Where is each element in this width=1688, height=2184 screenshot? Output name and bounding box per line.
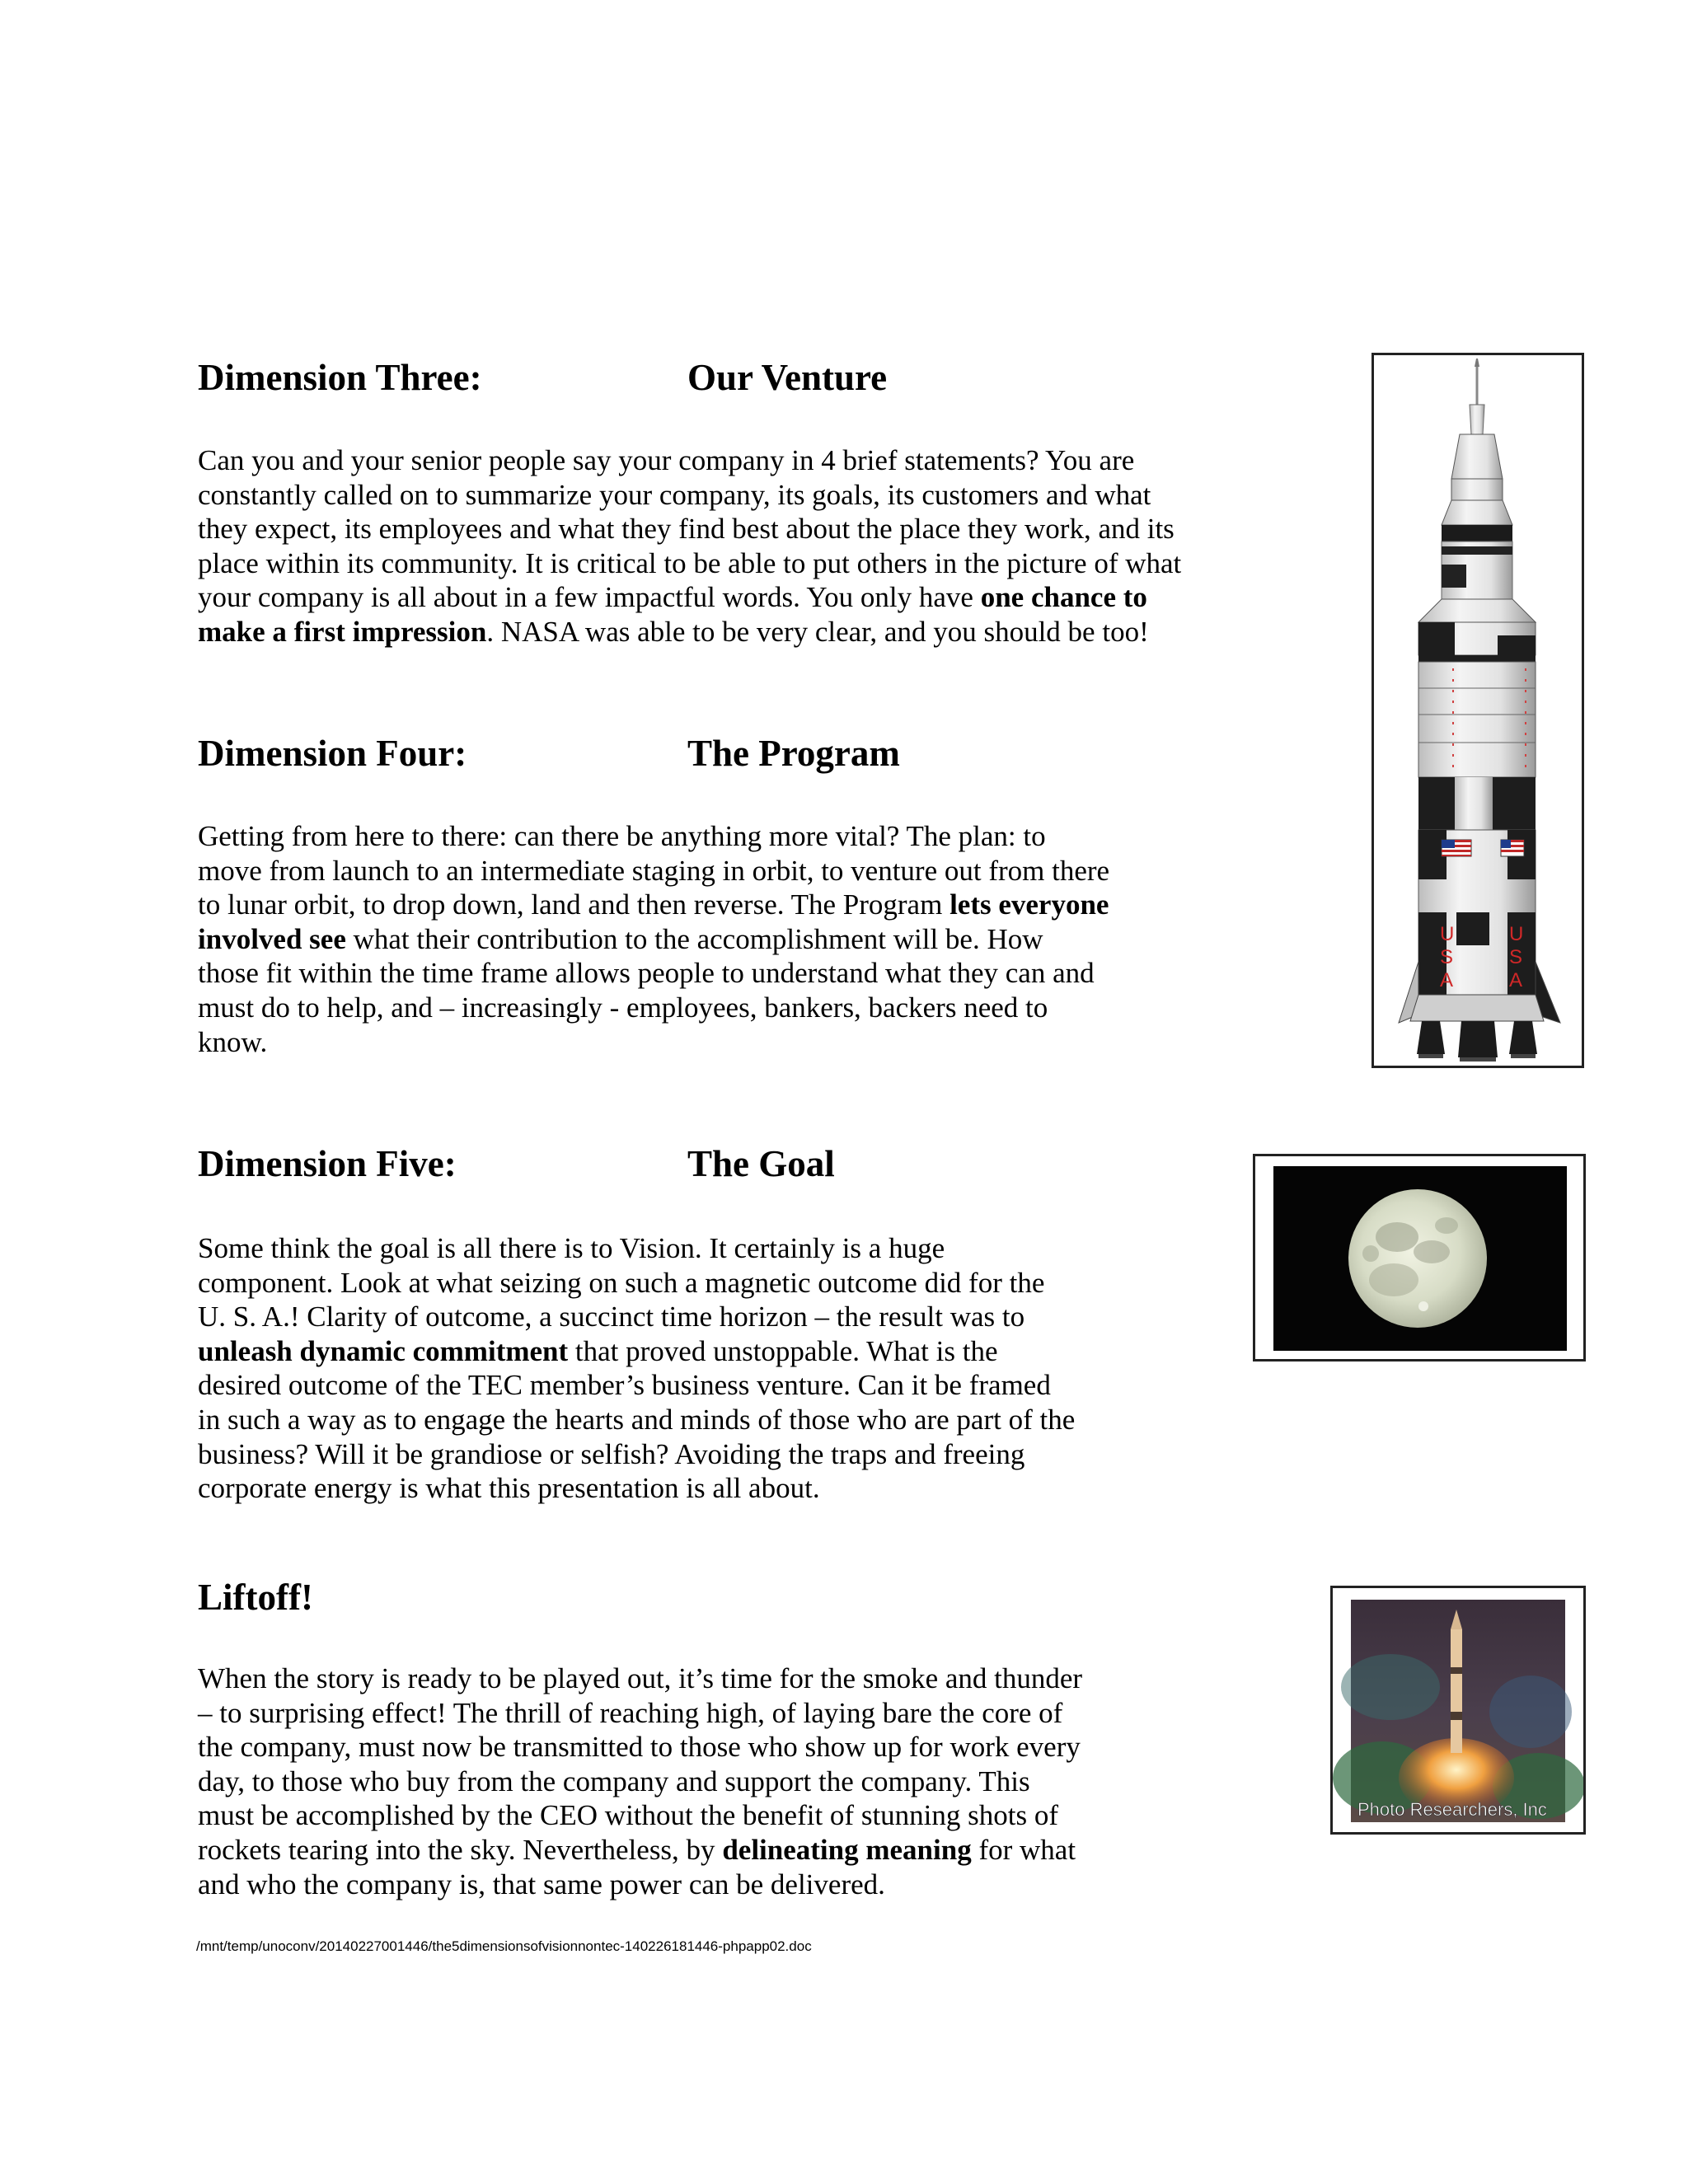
body-text: and who the company is, that same power can be delivered.: [198, 1868, 885, 1900]
emphasized-text: unleash dynamic commitment: [198, 1334, 569, 1367]
paragraph-line: [198, 1403, 1075, 1437]
body-text: know.: [198, 1025, 268, 1058]
paragraph-line: [198, 1798, 1082, 1833]
emphasized-text: delineating meaning: [722, 1833, 972, 1866]
body-text: what their contribution to the accomplishment will be. How: [345, 922, 1043, 955]
body-text: your company is all about in a few impactful words. You only have: [198, 581, 981, 614]
body-text: must be accomplished by the CEO without the benefit of stunning shots of: [198, 1799, 1059, 1832]
section-heading-dimension-three: [198, 354, 888, 401]
moon-illustration: [1255, 1156, 1583, 1359]
body-text: U. S. A.! Clarity of outcome, a succinct time horizon – the result was to: [198, 1301, 1025, 1333]
body-text: desired outcome of the TEC member’s business venture. Can it be framed: [198, 1369, 1051, 1402]
body-text: move from launch to an intermediate staging in orbit, to venture out from there: [198, 854, 1110, 887]
paragraph-line: [198, 1231, 1075, 1266]
liftoff-illustration: [1333, 1588, 1583, 1832]
body-text: . NASA was able to be very clear, and you should be too!: [486, 615, 1149, 648]
paragraph-line: [198, 615, 1181, 649]
body-text: When the story is ready to be played out, it’s time for the smoke and thunder: [198, 1662, 1083, 1694]
paragraph-line: [198, 819, 1109, 854]
body-text: must do to help, and – increasingly - employees, bankers, backers need to: [198, 991, 1048, 1024]
body-text: for what: [971, 1833, 1076, 1866]
section-title: The Goal: [687, 1143, 835, 1184]
paragraph-line: [198, 580, 1181, 615]
section-title: Our Venture: [687, 357, 888, 398]
rocket-usa-letter: A: [1509, 969, 1523, 991]
paragraph-line: [198, 1765, 1082, 1799]
rocket-liftoff-photo: [1330, 1586, 1586, 1835]
rocket-usa-letter: A: [1440, 969, 1454, 991]
section-paragraph-dimension-four: [198, 819, 1109, 1059]
body-text: rockets tearing into the sky. Nevertheless, by: [198, 1833, 723, 1866]
document-footer-path: /mnt/temp/unoconv/20140227001446/the5dimensionsofvisionnontec-140226181446-phpapp02.doc: [196, 1938, 812, 1954]
rocket-usa-letter: U: [1440, 923, 1455, 945]
paragraph-line: [198, 1437, 1075, 1472]
paragraph-line: [198, 854, 1109, 888]
body-text: Getting from here to there: can there be anything more vital? The plan: to: [198, 820, 1046, 852]
body-text: – to surprising effect! The thrill of reaching high, of laying bare the core of: [198, 1696, 1063, 1729]
paragraph-line: [198, 1730, 1082, 1765]
section-title: The Program: [687, 733, 900, 774]
body-text: to lunar orbit, to drop down, land and then reverse. The Program: [198, 888, 950, 921]
rocket-usa-letter: U: [1509, 923, 1524, 945]
section-label: Dimension Four:: [198, 733, 467, 774]
section-paragraph-dimension-three: [198, 443, 1181, 649]
full-moon-image: [1253, 1154, 1586, 1361]
section-heading-dimension-five: [198, 1141, 835, 1187]
paragraph-line: [198, 1696, 1082, 1731]
paragraph-line: [198, 1025, 1109, 1060]
paragraph-line: [198, 888, 1109, 922]
section-label: Dimension Five:: [198, 1143, 457, 1184]
paragraph-line: [198, 512, 1181, 546]
paragraph-line: [198, 1368, 1075, 1403]
paragraph-line: [198, 1300, 1075, 1334]
section-heading-liftoff: [198, 1574, 313, 1620]
paragraph-line: [198, 443, 1181, 478]
rocket-usa-letter: S: [1440, 946, 1454, 968]
paragraph-line: [198, 1266, 1075, 1301]
body-text: the company, must now be transmitted to those who show up for work every: [198, 1731, 1081, 1764]
photo-credit-watermark: Photo Researchers, Inc: [1357, 1799, 1547, 1820]
section-label: Dimension Three:: [198, 357, 482, 398]
emphasized-text: lets everyone: [950, 888, 1109, 921]
paragraph-line: [198, 546, 1181, 581]
rocket-illustration: [1374, 355, 1582, 1066]
paragraph-line: [198, 478, 1181, 513]
paragraph-line: [198, 1833, 1082, 1868]
paragraph-line: [198, 1661, 1082, 1696]
section-paragraph-dimension-five: [198, 1231, 1075, 1506]
section-heading-dimension-four: [198, 730, 900, 776]
emphasized-text: one chance to: [980, 581, 1147, 614]
body-text: day, to those who buy from the company and support the company. This: [198, 1765, 1030, 1797]
paragraph-line: [198, 991, 1109, 1025]
emphasized-text: involved see: [198, 922, 346, 955]
body-text: Can you and your senior people say your company in 4 brief statements? You are: [198, 444, 1135, 476]
body-text: constantly called on to summarize your company, its goals, its customers and what: [198, 478, 1151, 511]
rocket-usa-letter: S: [1509, 946, 1523, 968]
paragraph-line: [198, 1868, 1082, 1902]
saturn-v-rocket-image: [1372, 353, 1584, 1068]
paragraph-line: [198, 1334, 1075, 1369]
body-text: they expect, its employees and what they find best about the place they work, and its: [198, 513, 1175, 546]
body-text: Some think the goal is all there is to Vision. It certainly is a huge: [198, 1232, 945, 1264]
paragraph-line: [198, 956, 1109, 991]
body-text: in such a way as to engage the hearts and minds of those who are part of the: [198, 1403, 1076, 1436]
section-label: Liftoff!: [198, 1577, 313, 1618]
section-paragraph-liftoff: [198, 1661, 1082, 1901]
body-text: place within its community. It is critical to be able to put others in the picture of what: [198, 546, 1182, 579]
emphasized-text: make a first impression: [198, 615, 487, 648]
paragraph-line: [198, 1471, 1075, 1506]
body-text: component. Look at what seizing on such a magnetic outcome did for the: [198, 1266, 1045, 1299]
body-text: corporate energy is what this presentation is all about.: [198, 1472, 820, 1505]
body-text: business? Will it be grandiose or selfish? Avoiding the traps and freeing: [198, 1437, 1025, 1470]
body-text: those fit within the time frame allows people to understand what they can and: [198, 957, 1095, 990]
body-text: that proved unstoppable. What is the: [568, 1334, 998, 1367]
paragraph-line: [198, 922, 1109, 957]
